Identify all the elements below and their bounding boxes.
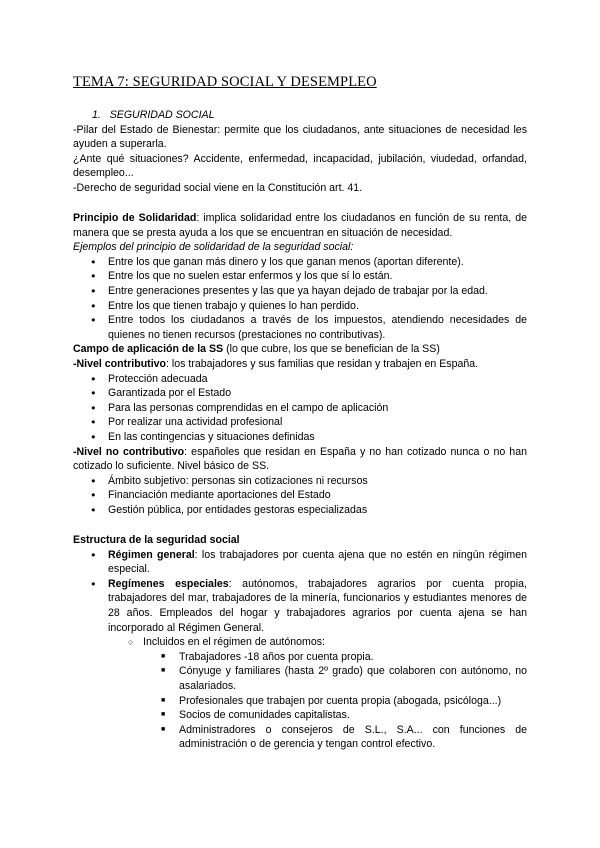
page-title: TEMA 7: SEGURIDAD SOCIAL Y DESEMPLEO <box>73 74 377 90</box>
list-item: ■ Cónyuge y familiares (hasta 2º grado) que colaboren con autónomo, no asalariados. <box>73 664 527 693</box>
text: (lo que cubre, los que se benefician de la SS) <box>223 343 440 356</box>
term: Regímenes especiales <box>108 577 229 590</box>
list-item: ■ Administradores o consejeros de S.L., S.A... con funciones de administración o de gerencia y tengan control efectivo. <box>73 723 527 752</box>
list-item: ● Entre todos los ciudadanos a través de los impuestos, atendiendo necesidades de quienes no tienen recursos (prestaciones no contributivas). <box>73 313 527 342</box>
list-item: ● Protección adecuada <box>73 372 527 387</box>
examples-heading: Ejemplos del principio de solidaridad de la seguridad social: <box>73 241 354 254</box>
list-item: ● Por realizar una actividad profesional <box>73 415 527 430</box>
term: Principio de Solidaridad <box>73 212 197 224</box>
paragraph <box>73 445 527 474</box>
regimenes-list <box>73 548 527 752</box>
text: : los trabajadores y sus familias que residan y trabajen en España. <box>166 357 479 370</box>
list-item: ● Para las personas comprendidas en el campo de aplicación <box>73 401 527 416</box>
text: : los trabajadores por cuenta ajena que no estén en ningún régimen especial. <box>108 548 527 576</box>
list-item: ● Financiación mediante aportaciones del Estado <box>73 488 527 503</box>
list-item <box>73 577 527 635</box>
list-item: ● Entre los que ganan más dinero y los que ganan menos (aportan diferente). <box>73 255 527 270</box>
paragraph <box>73 211 527 240</box>
list-item: ● En las contingencias y situaciones definidas <box>73 430 527 445</box>
term: Régimen general <box>108 548 195 561</box>
term: -Nivel no contributivo <box>73 445 185 458</box>
list-item: ● Gestión pública, por entidades gestoras especializadas <box>73 503 527 518</box>
text: : autónomos, trabajadores agrarios por cuenta propia, trabajadores del mar, trabajadores de la minería, funcionarios y estudiantes menores de 28 años. Empleados del hogar y trabajadores agrarios por cuenta ajena se han incorporado al Régimen General. <box>108 577 527 634</box>
term: Campo de aplicación de la SS <box>73 343 224 356</box>
text: : españoles que residan en España y no han cotizado nunca o no han cotizado lo suficiente. Nivel básico de SS. <box>73 445 527 473</box>
list-item: ● Entre los que tienen trabajo y quienes lo han perdido. <box>73 299 527 314</box>
heading-text: SEGURIDAD SOCIAL <box>109 109 215 121</box>
examples-list <box>73 255 527 343</box>
list-item <box>73 548 527 577</box>
paragraph: -Pilar del Estado de Bienestar: permite que los ciudadanos, ante situaciones de necesidad les ayuden a superarla. <box>73 123 527 151</box>
heading-number: 1. <box>92 109 101 121</box>
paragraph <box>73 357 527 372</box>
section-heading: Estructura de la seguridad social <box>73 534 240 546</box>
term: -Nivel contributivo <box>73 357 166 370</box>
list-item: ■ Trabajadores -18 años por cuenta propia. <box>73 650 527 665</box>
list-item: ■ Profesionales que trabajen por cuenta propia (abogada, psicóloga...) <box>73 694 527 709</box>
no-contributivo-list <box>73 474 527 518</box>
contributivo-list <box>73 372 527 445</box>
list-item: ● Entre los que no suelen estar enfermos y los que sí lo están. <box>73 269 527 284</box>
section-seguridad-social <box>73 108 527 196</box>
paragraph: -Derecho de seguridad social viene en la Constitución art. 41. <box>73 181 363 194</box>
list-item: ● Ámbito subjetivo: personas sin cotizaciones ni recursos <box>73 474 527 489</box>
paragraph: ¿Ante qué situaciones? Accidente, enfermedad, incapacidad, jubilación, viudedad, orfandad, desempleo... <box>73 152 527 180</box>
list-item: ● Garantizada por el Estado <box>73 386 527 401</box>
paragraph <box>73 342 527 357</box>
section-estructura <box>73 533 527 752</box>
section-heading <box>73 108 527 123</box>
section-solidaridad <box>73 211 527 517</box>
list-item: ■ Socios de comunidades capitalistas. <box>73 708 527 723</box>
list-item: ○ Incluidos en el régimen de autónomos: <box>73 635 527 650</box>
text: : implica solidaridad entre los ciudadanos en función de su renta, de manera que se presta ayuda a los que se encuentran en situación de necesidad. <box>73 212 527 239</box>
list-item: ● Entre generaciones presentes y las que ya hayan dejado de trabajar por la edad. <box>73 284 527 299</box>
